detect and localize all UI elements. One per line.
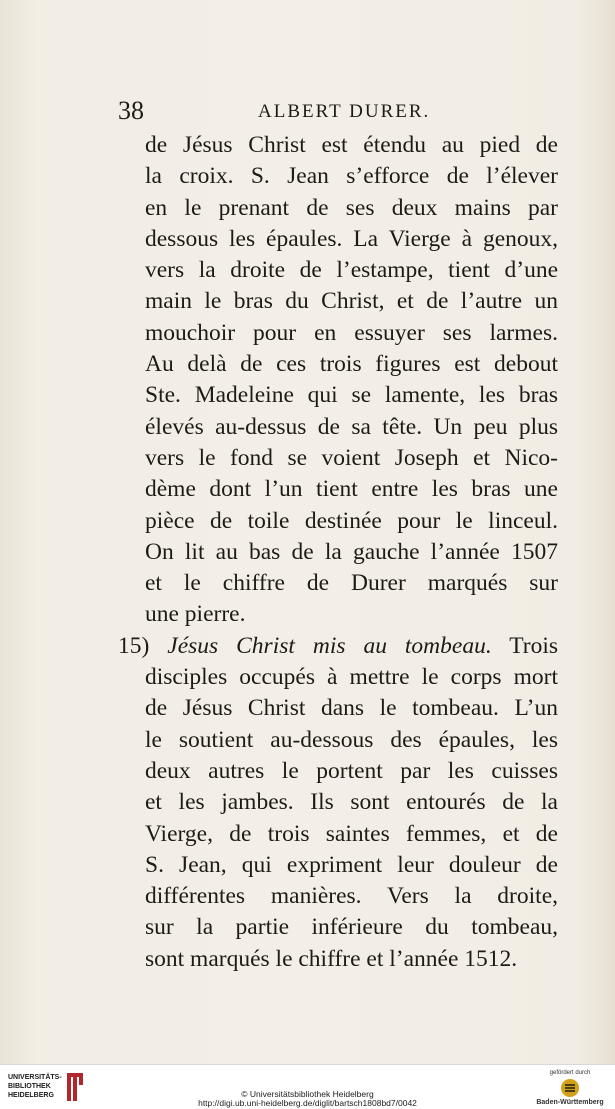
- library-name-line: UNIVERSITÄTS-: [8, 1074, 62, 1081]
- permalink-url[interactable]: http://digi.ub.uni-heidelberg.de/diglit/bartsch1808bd7/0042: [198, 1098, 417, 1108]
- entry-line: deux autres le portent par les cuisses: [145, 757, 558, 784]
- copyright-notice: © Universitätsbibliothek Heidelberg: [241, 1089, 374, 1099]
- entry-line: S. Jean, qui expriment leur douleur de: [145, 851, 558, 878]
- text-line: dessous les épaules. La Vierge à genoux,: [145, 225, 558, 252]
- text-line: vers le fond se voient Joseph et Nico-: [145, 444, 558, 471]
- entry-line: Vierge, de trois saintes femmes, et de: [145, 820, 558, 847]
- page-number: 38: [118, 96, 144, 125]
- entry-line: et les jambes. Ils sont entourés de la: [145, 789, 558, 816]
- text-line: dème dont l’un tient entre les bras une: [145, 476, 558, 503]
- entry-line: le soutient au-dessous des épaules, les: [145, 726, 558, 753]
- text-line: élevés au-dessus de sa tête. Un peu plus: [145, 413, 558, 440]
- catalogue-entry-heading: [118, 631, 558, 662]
- funder-name: Baden-Württemberg: [536, 1099, 604, 1106]
- text-line: une pierre.: [145, 601, 246, 628]
- entry-number: 15): [118, 632, 150, 659]
- text-line: Au delà de ces trois figures est debout: [145, 351, 558, 378]
- text-line: main le bras du Christ, et de l’autre un: [145, 288, 558, 315]
- text-line: de Jésus Christ est étendu au pied de: [145, 132, 558, 158]
- entry-line: différentes manières. Vers la droite,: [145, 883, 558, 910]
- entry-line: disciples occupés à mettre le corps mort: [145, 664, 558, 691]
- library-name-line: HEIDELBERG: [8, 1092, 54, 1099]
- entry-first-line-rest: Trois: [509, 632, 559, 659]
- running-title: ALBERT DURER.: [258, 101, 431, 122]
- text-line: mouchoir pour en essuyer ses larmes.: [145, 319, 558, 346]
- text-line: On lit au bas de la gauche l’année 1507: [145, 538, 558, 565]
- library-name-line: BIBLIOTHEK: [8, 1083, 51, 1090]
- page-header: [118, 96, 548, 126]
- digitization-footer: [0, 1064, 615, 1109]
- funding-credit: [535, 1069, 605, 1107]
- funded-by-label: gefördert durch: [549, 1070, 591, 1076]
- text-line: pièce de toile destinée pour le linceul.: [145, 507, 558, 534]
- text-line: et le chiffre de Durer marqués sur: [145, 570, 558, 597]
- text-line: en le prenant de ses deux mains par: [145, 194, 558, 221]
- coat-of-arms-icon: [560, 1078, 580, 1098]
- body-text: [118, 130, 558, 975]
- entry-line: sont marqués le chiffre et l’année 1512.: [145, 945, 518, 972]
- entry-title: Jésus Christ mis au tombeau.: [167, 632, 492, 659]
- entry-line: de Jésus Christ dans le tombeau. L’un: [145, 695, 558, 722]
- text-line: vers la droite de l’estampe, tient d’une: [145, 257, 558, 284]
- text-line: Ste. Madeleine qui se lamente, les bras: [145, 382, 558, 409]
- entry-line: sur la partie inférieure du tombeau,: [145, 914, 558, 941]
- text-line: la croix. S. Jean s’efforce de l’élever: [145, 163, 558, 190]
